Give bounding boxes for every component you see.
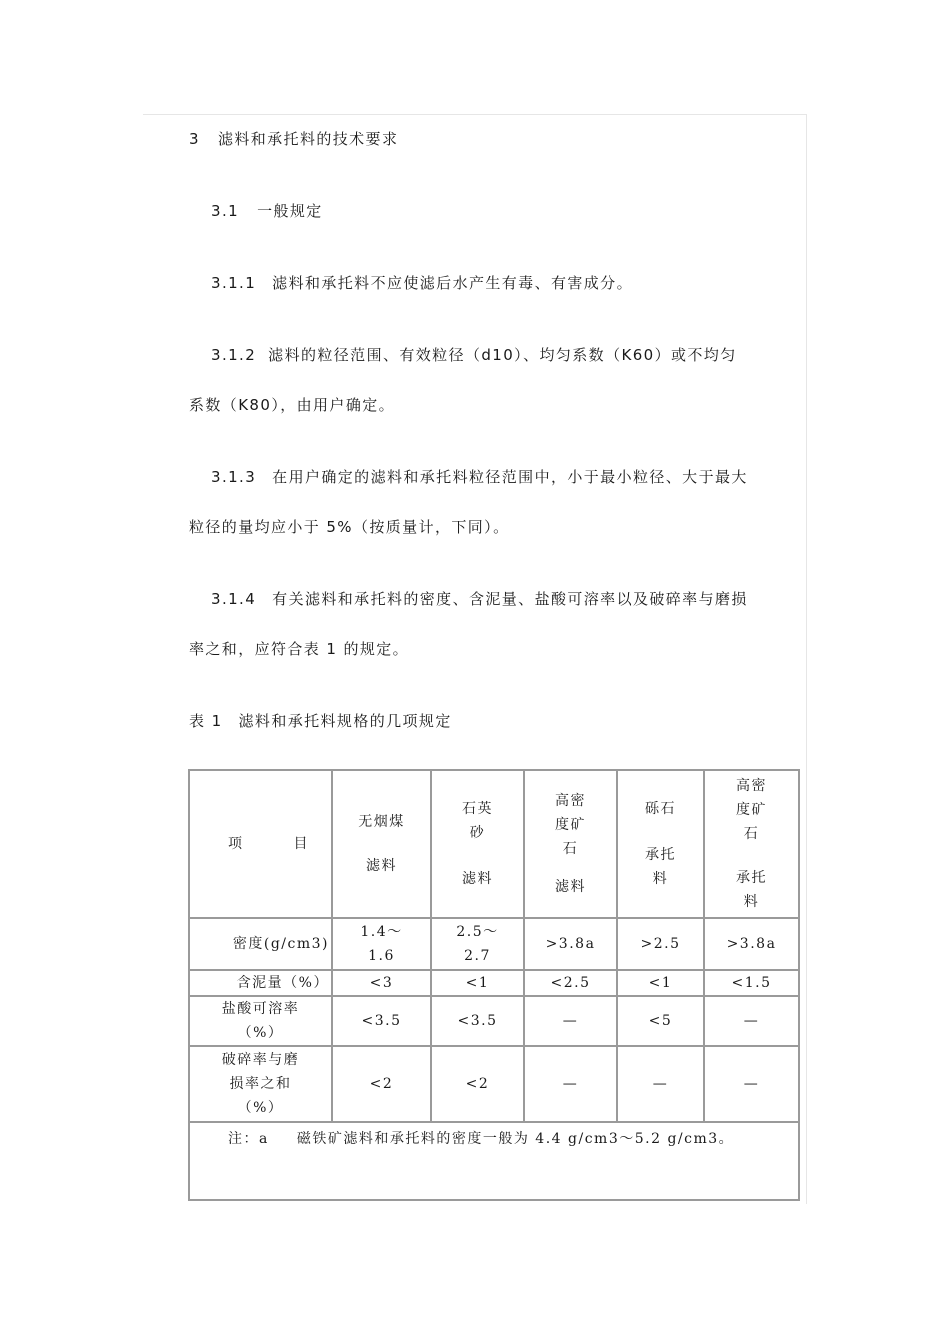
cell: [431, 918, 524, 970]
clause-text: 滤料和承托料不应使滤后水产生有毒、有害成分。: [272, 274, 633, 292]
cell: <1: [617, 970, 704, 996]
cell-line: 1.6: [368, 948, 395, 964]
cell: <1.5: [704, 970, 799, 996]
section-title: 滤料和承托料的技术要求: [217, 130, 399, 148]
clause-text: 滤料的粒径范围、有效粒径（d10）、均匀系数（K60）或不均匀: [268, 346, 737, 364]
cell-line: 1.4～: [360, 924, 403, 940]
cell: <3.5: [431, 996, 524, 1046]
header-line: 砾石: [645, 801, 676, 817]
cell: <3.5: [332, 996, 431, 1046]
label-line: 损率之和: [229, 1076, 292, 1092]
clause-3-1-4-line1: [211, 588, 821, 610]
header-line: 承托: [736, 870, 767, 886]
clause-3-1-3-line1: [211, 466, 821, 488]
header-line: 度矿: [555, 817, 586, 833]
table-title: 滤料和承托料规格的几项规定: [238, 712, 452, 730]
cell: >3.8a: [704, 918, 799, 970]
cell: —: [704, 996, 799, 1046]
cell: <1: [431, 970, 524, 996]
cell: —: [524, 1046, 617, 1122]
clause-number: 3.1.3: [211, 468, 257, 486]
header-line: 料: [652, 871, 669, 887]
header-gravel: [617, 770, 704, 918]
row-label: 含泥量（%）: [189, 970, 332, 996]
header-line: 滤料: [555, 879, 586, 895]
section-number: 3.1: [211, 202, 240, 220]
header-anthracite: [332, 770, 431, 918]
header-dense-ore-support: [704, 770, 799, 918]
header-item-right: 目: [293, 836, 309, 852]
cell-line: 2.5～: [456, 924, 499, 940]
table-row-acid: [189, 996, 799, 1046]
cell: >2.5: [617, 918, 704, 970]
section-3-1-heading: [211, 200, 821, 222]
row-label: 密度(g/cm3): [189, 918, 332, 970]
section-title: 一般规定: [257, 202, 323, 220]
table-row-density: [189, 918, 799, 970]
cell: <3: [332, 970, 431, 996]
spec-table-wrapper: [188, 769, 798, 1205]
clause-number: 3.1.2: [211, 346, 257, 364]
label-line: 破碎率与磨: [221, 1052, 300, 1068]
section-3-heading: [189, 128, 799, 150]
header-line: 石: [743, 826, 760, 842]
table-header-row: [189, 770, 799, 918]
cell: <2: [431, 1046, 524, 1122]
header-quartz-sand: [431, 770, 524, 918]
table-row-breakage: [189, 1046, 799, 1122]
cell: <2: [332, 1046, 431, 1122]
cell: —: [524, 996, 617, 1046]
header-line: 承托: [645, 847, 676, 863]
header-line: 无烟煤: [358, 814, 405, 830]
table-caption: [189, 710, 799, 732]
note-text: 磁铁矿滤料和承托料的密度一般为 4.4 g/cm3～5.2 g/cm3。: [296, 1131, 735, 1147]
header-line: 砂: [469, 825, 486, 841]
row-label: [189, 1046, 332, 1122]
note-prefix: 注：a: [228, 1131, 269, 1147]
cell: <5: [617, 996, 704, 1046]
header-item-left: 项: [228, 836, 244, 852]
header-line: 石英: [462, 801, 493, 817]
clause-3-1-3-line2: 粒径的量均应小于 5%（按质量计，下同）。: [189, 518, 510, 536]
header-line: 高密: [736, 778, 767, 794]
cell: <2.5: [524, 970, 617, 996]
clause-3-1-4-line2: 率之和，应符合表 1 的规定。: [189, 640, 410, 658]
clause-number: 3.1.1: [211, 274, 257, 292]
header-line: 料: [743, 894, 760, 910]
cell: [332, 918, 431, 970]
label-line: （%）: [237, 1100, 284, 1116]
cell: >3.8a: [524, 918, 617, 970]
cell-line: 2.7: [464, 948, 491, 964]
header-item: [189, 770, 332, 918]
label-line: （%）: [237, 1025, 284, 1041]
label-line: 盐酸可溶率: [221, 1001, 300, 1017]
header-dense-ore-filter: [524, 770, 617, 918]
section-number: 3: [189, 130, 200, 148]
clause-3-1-2-line2: 系数（K80），由用户确定。: [189, 396, 396, 414]
row-label: [189, 996, 332, 1046]
table-row-mud: [189, 970, 799, 996]
cell: —: [617, 1046, 704, 1122]
table-number: 表 1: [189, 712, 223, 730]
header-line: 高密: [555, 793, 586, 809]
header-line: 石: [562, 841, 579, 857]
clause-3-1-2-line1: [211, 344, 821, 366]
table-row-note: [189, 1122, 799, 1200]
clause-3-1-1: [211, 272, 821, 294]
header-line: 滤料: [462, 871, 493, 887]
table-note: [189, 1122, 799, 1200]
clause-text: 在用户确定的滤料和承托料粒径范围中，小于最小粒径、大于最大: [272, 468, 748, 486]
clause-number: 3.1.4: [211, 590, 257, 608]
header-line: 滤料: [366, 858, 397, 874]
clause-text: 有关滤料和承托料的密度、含泥量、盐酸可溶率以及破碎率与磨损: [272, 590, 748, 608]
header-line: 度矿: [736, 802, 767, 818]
spec-table: [188, 769, 800, 1201]
cell: —: [704, 1046, 799, 1122]
